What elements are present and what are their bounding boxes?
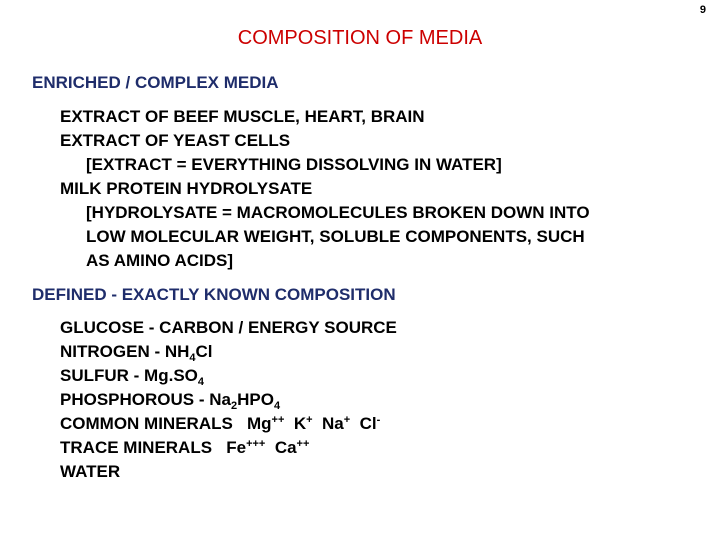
- list-item: AS AMINO ACIDS]: [86, 251, 234, 270]
- list-item: LOW MOLECULAR WEIGHT, SOLUBLE COMPONENTS, SUCH: [86, 227, 585, 246]
- trace-minerals-line: [60, 438, 309, 458]
- nitrogen-label: NITROGEN - NH: [60, 342, 190, 361]
- enriched-media-heading: ENRICHED / COMPLEX MEDIA: [32, 73, 279, 92]
- common-minerals-line: [60, 414, 380, 434]
- ion: Mg: [247, 414, 272, 433]
- phosphorus-mid: HPO: [237, 390, 274, 409]
- water-line: WATER: [60, 462, 121, 481]
- list-item: MILK PROTEIN HYDROLYSATE: [60, 179, 313, 198]
- list-item: EXTRACT OF BEEF MUSCLE, HEART, BRAIN: [60, 107, 425, 126]
- page-number: 9: [699, 4, 706, 16]
- ion: Na: [322, 414, 344, 433]
- subscript: 4: [189, 352, 196, 364]
- page-title: COMPOSITION OF MEDIA: [237, 27, 483, 49]
- phosphorus-label: PHOSPHOROUS - Na: [60, 390, 231, 409]
- nitrogen-line: [60, 342, 213, 362]
- ion-charge: +++: [246, 438, 266, 450]
- list-item: [EXTRACT = EVERYTHING DISSOLVING IN WATER]: [86, 155, 502, 174]
- ion: Ca: [274, 438, 297, 457]
- sulfur-label: SULFUR - Mg.SO: [60, 366, 198, 385]
- list-item: EXTRACT OF YEAST CELLS: [60, 131, 291, 150]
- ion: Fe: [226, 438, 247, 457]
- defined-media-heading: DEFINED - EXACTLY KNOWN COMPOSITION: [32, 285, 396, 304]
- ion-charge: ++: [296, 438, 310, 450]
- trace-minerals-label: TRACE MINERALS: [60, 438, 213, 457]
- ion: K: [293, 414, 307, 433]
- ion: Cl: [359, 414, 377, 433]
- common-minerals-label: COMMON MINERALS: [60, 414, 233, 433]
- glucose-line: GLUCOSE - CARBON / ENERGY SOURCE: [60, 318, 397, 337]
- nitrogen-rest: Cl: [195, 342, 213, 361]
- phosphorus-line: [60, 390, 280, 410]
- sulfur-line: [60, 366, 204, 386]
- ion-charge: +: [306, 414, 313, 426]
- ion-charge: -: [376, 414, 381, 426]
- list-item: [HYDROLYSATE = MACROMOLECULES BROKEN DOWN INTO: [86, 203, 590, 222]
- ion-charge: +: [343, 414, 351, 426]
- ion-charge: ++: [271, 414, 285, 426]
- subscript: 4: [273, 400, 281, 412]
- subscript: 2: [230, 400, 238, 412]
- subscript: 4: [197, 376, 205, 388]
